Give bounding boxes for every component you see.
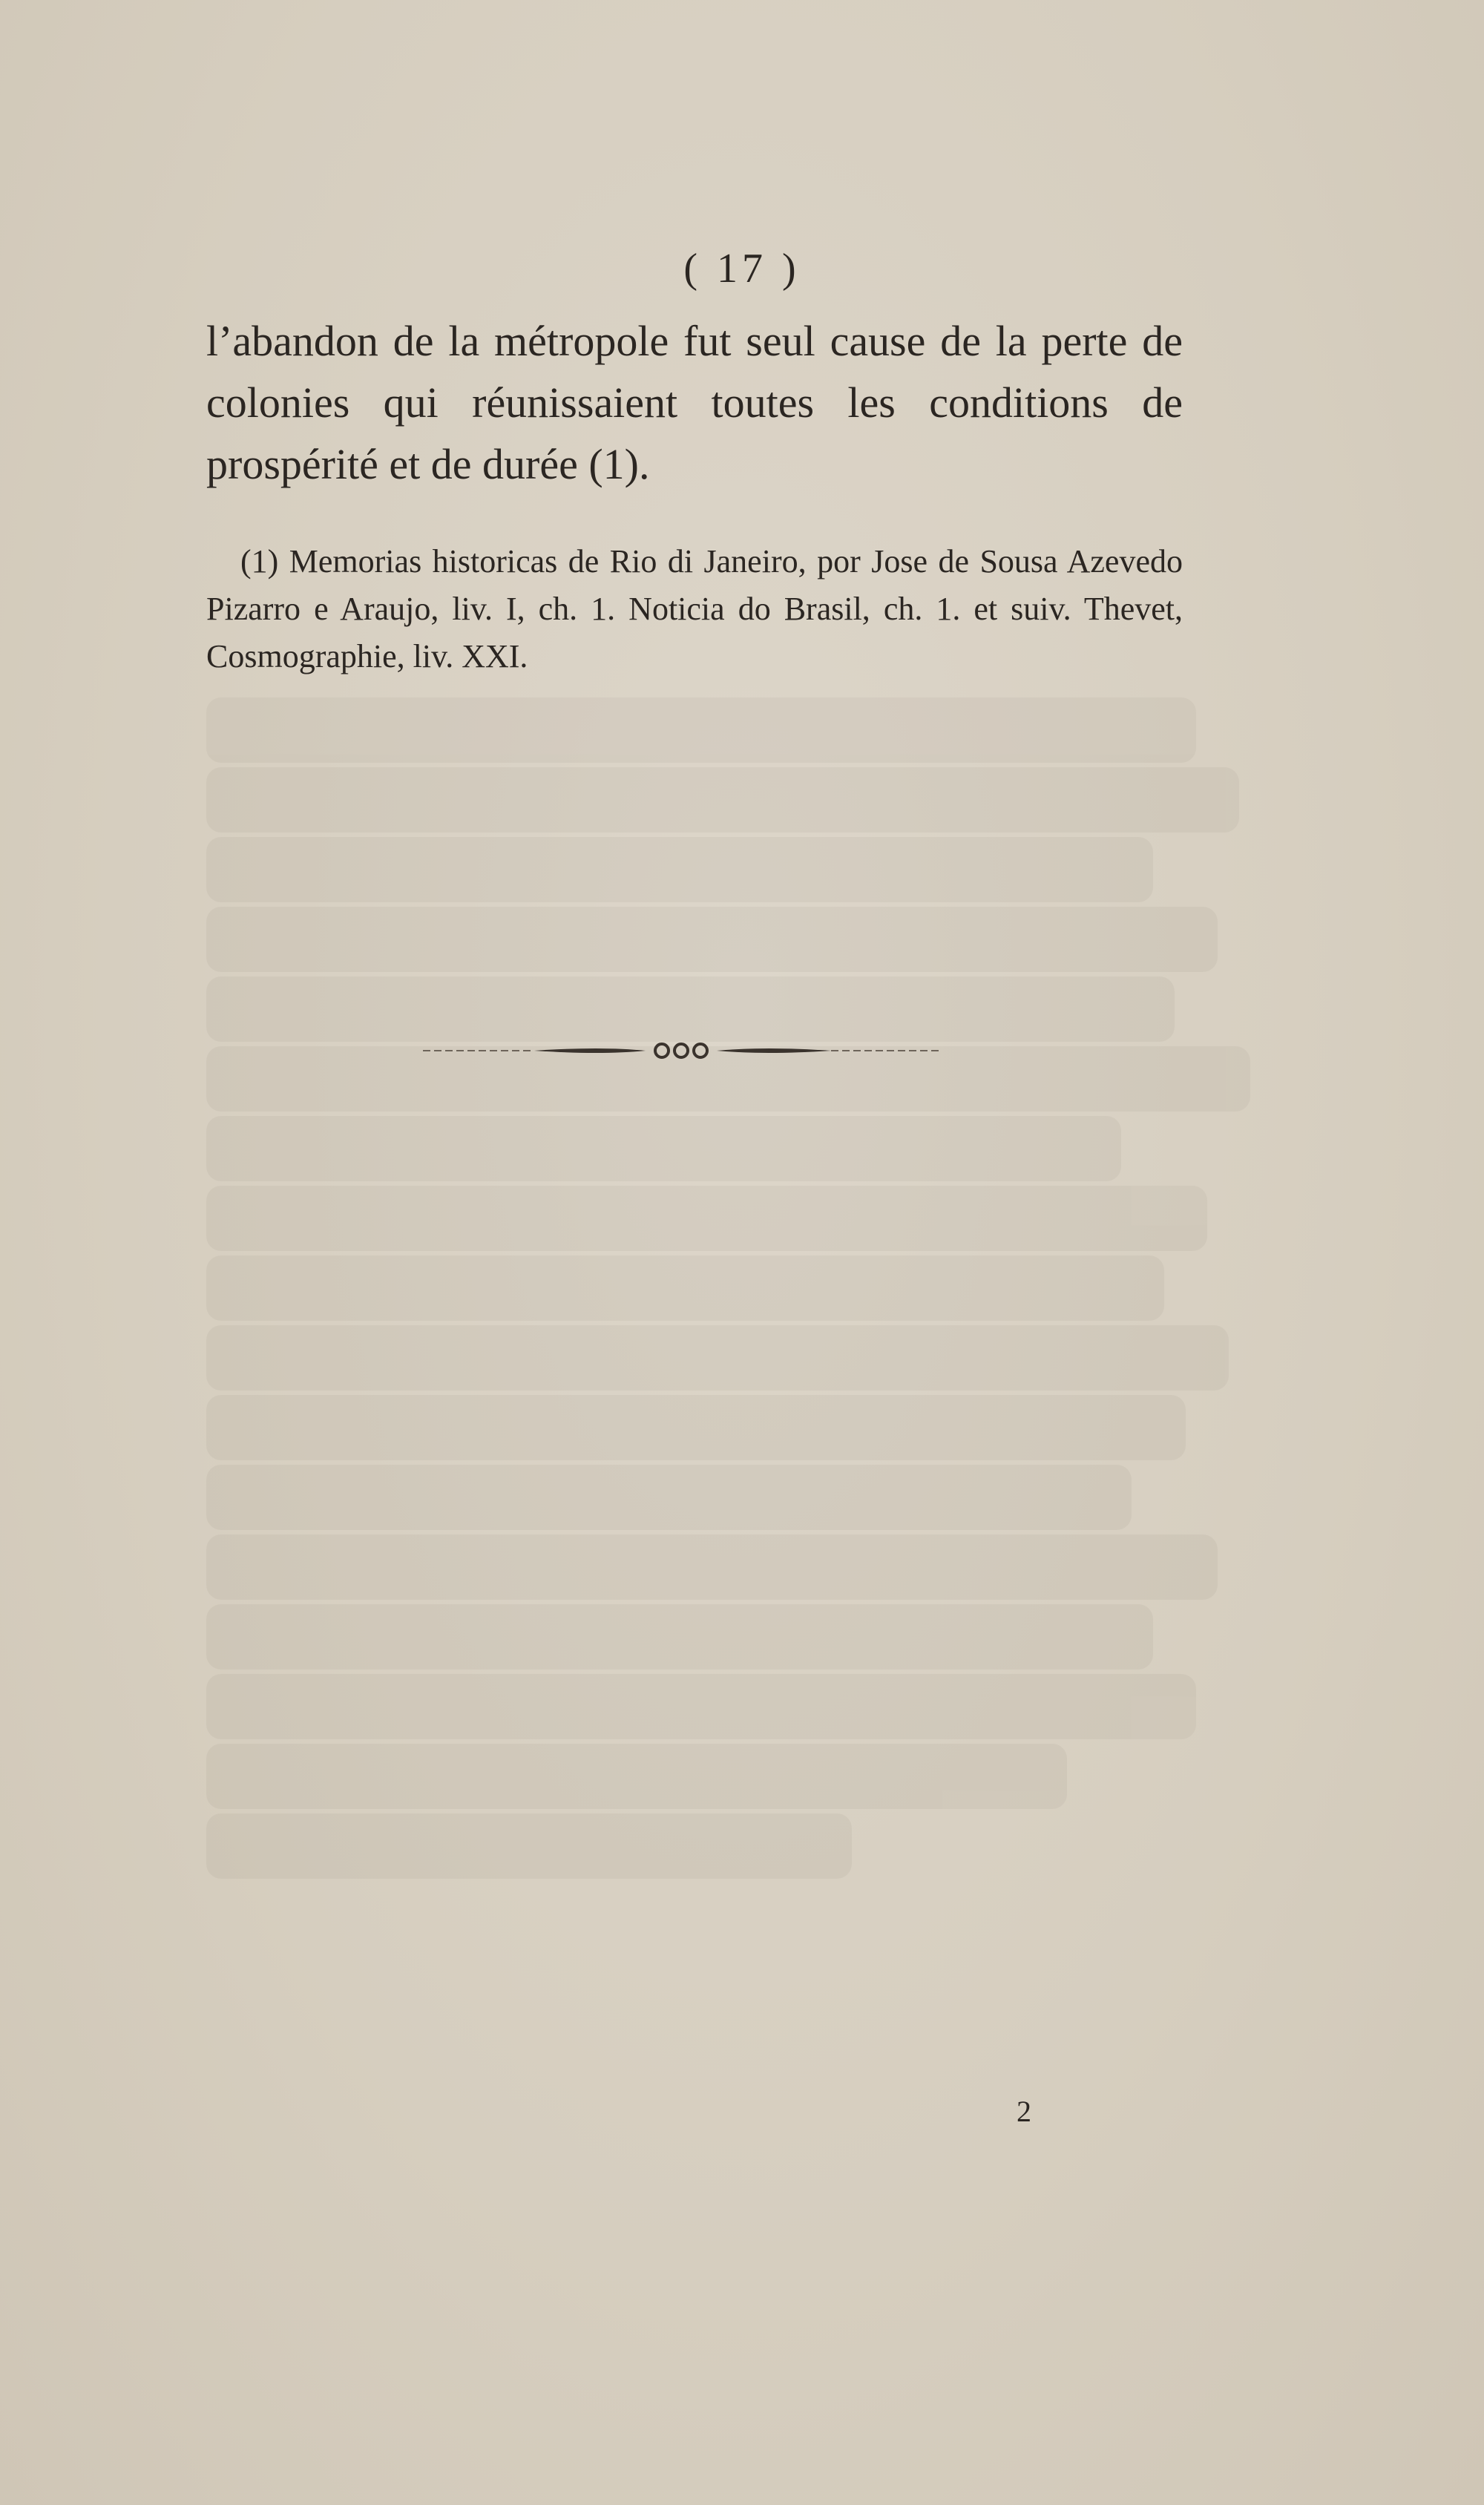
body-text-line: l’abandon de la métropole fut seul cause de la perte de colonies qui réunissaient toutes les conditions de prospérité et de durée (1). — [206, 317, 1183, 488]
page-number: ( 17 ) — [683, 246, 801, 292]
ornament-divider — [423, 1037, 942, 1064]
folio-signature: 2 — [1017, 2095, 1031, 2128]
show-through-shadow — [206, 697, 1282, 1959]
body-paragraph — [206, 310, 1183, 495]
footnote — [206, 538, 1183, 680]
footnote-text: (1) Memorias historicas de Rio di Janeiro, por Jose de Sousa Azevedo Pizarro e Araujo, liv. I, ch. 1. Noticia do Brasil, ch. 1. et suiv. Thevet, Cosmographie, liv. XXI. — [206, 543, 1183, 674]
